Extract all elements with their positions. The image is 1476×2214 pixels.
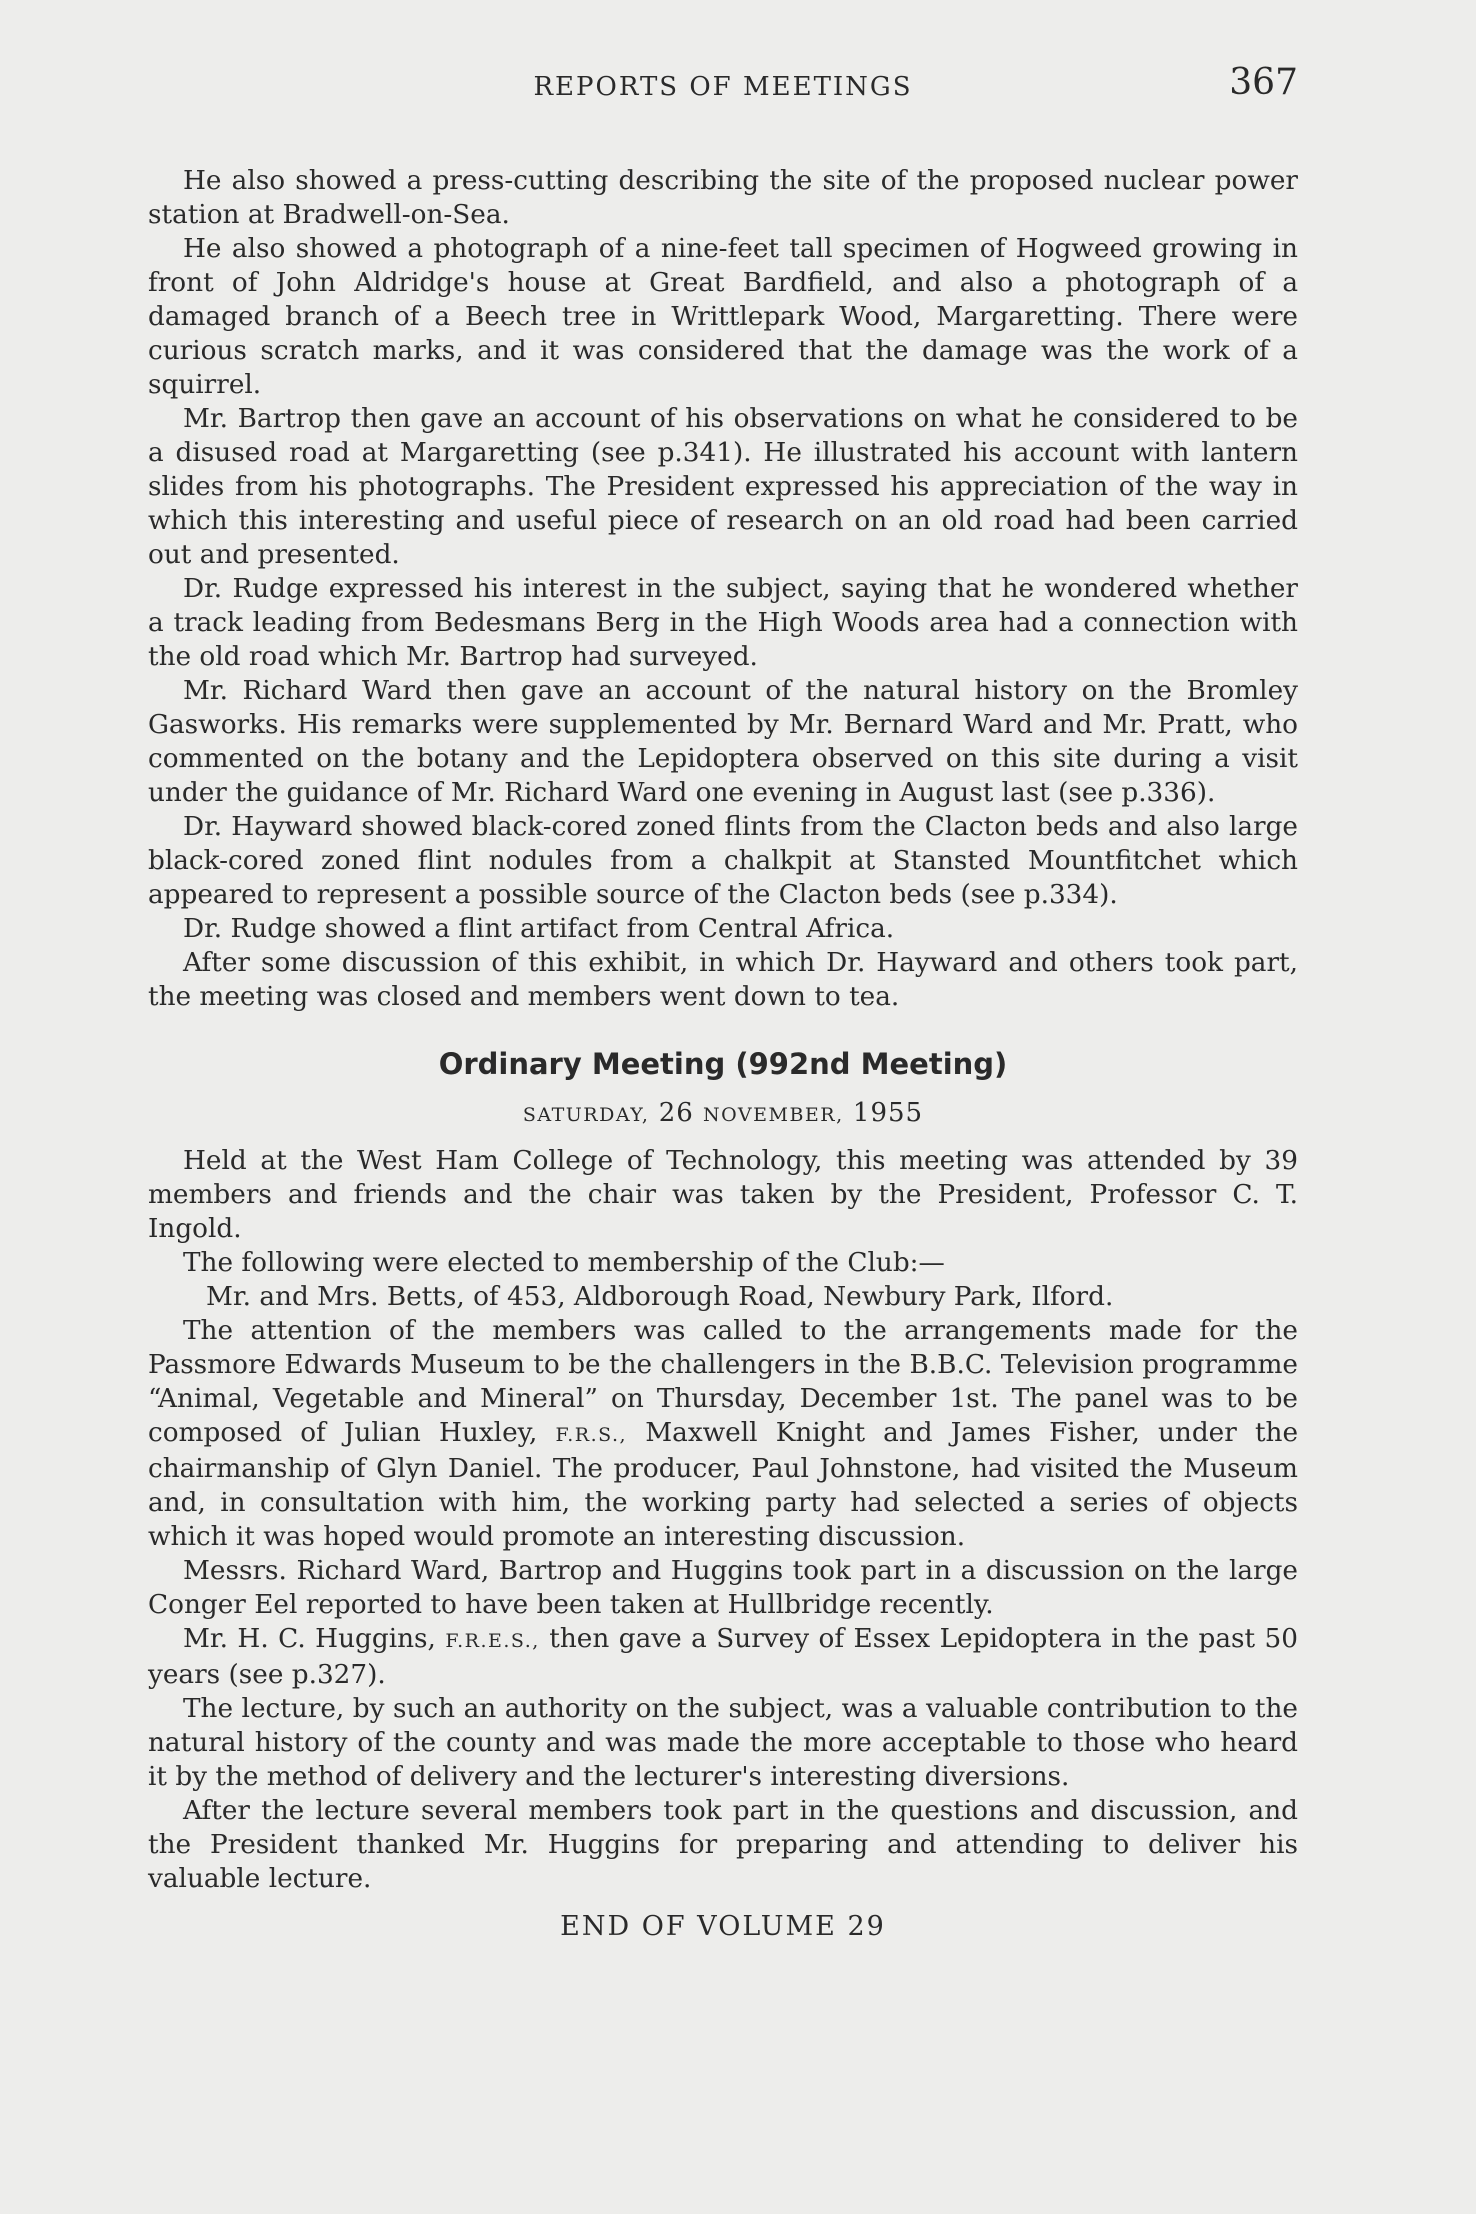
paragraph: The lecture, by such an authority on the subject, was a valuable contribution to the natural history of the county and was made the more acceptable to those who heard it by the method of delivery and the lecturer's interesting diversions. <box>148 1694 1298 1792</box>
paragraph: Mr. Bartrop then gave an account of his observations on what he considered to be a disused road at Margaretting (see p.341). He illustrated his account with lantern slides from his photographs. The President expressed his appreciation of the way in which this interesting and useful piece of research on an old road had been carried out and presented. <box>148 404 1298 570</box>
paragraph: The following were elected to membership of the Club:— <box>183 1248 945 1278</box>
paragraph: Dr. Rudge expressed his interest in the subject, saying that he wondered whether a track leading from Bedesmans Berg in the High Woods area had a connection with the old road which Mr. Bartrop had surveyed. <box>148 574 1298 672</box>
fres-abbreviation: F.R.E.S., <box>445 1630 540 1652</box>
paragraph: After some discussion of this exhibit, in which Dr. Hayward and others took part, the meeting was closed and members went down to tea. <box>148 948 1298 1012</box>
paragraph: He also showed a press-cutting describing the site of the proposed nuclear power station at Bradwell-on-Sea. <box>148 166 1298 230</box>
paragraph: Held at the West Ham College of Technology, this meeting was attended by 39 members and friends and the chair was taken by the President, Professor C. T. Ingold. <box>148 1146 1298 1244</box>
paragraph: Dr. Hayward showed black-cored zoned flints from the Clacton beds and also large black-cored zoned flint nodules from a chalkpit at Stansted Mountfitchet which appeared to represent a possible source of the Clacton beds (see p.334). <box>148 812 1298 910</box>
paragraph-text: The attention of the members was called to the arrangements made for the Passmore Edwards Museum to be the challengers in the B.B.C. Television programme “Animal, Vegetable and Mineral” on Thursday, December 1st. The panel was to be composed of Julian Huxley, <box>148 1316 1298 1448</box>
paragraph: After the lecture several members took part in the questions and discussion, and the President thanked Mr. Huggins for preparing and attending to deliver his valuable lecture. <box>148 1796 1298 1894</box>
paragraph <box>148 1314 1298 1554</box>
end-of-volume: END OF VOLUME 29 <box>560 1911 886 1942</box>
paragraph <box>148 1622 1298 1692</box>
paragraph: He also showed a photograph of a nine-feet tall specimen of Hogweed growing in front of John Aldridge's house at Great Bardfield, and also a photograph of a damaged branch of a Beech tree in Writtlepark Wood, Margaretting. There were curious scratch marks, and it was considered that the damage was the work of a squirrel. <box>148 234 1298 400</box>
running-head: REPORTS OF MEETINGS <box>533 72 913 102</box>
meeting-date <box>148 1096 1298 1132</box>
page-number: 367 <box>1229 62 1298 103</box>
frs-abbreviation: F.R.S., <box>555 1424 628 1446</box>
meeting-month: NOVEMBER, <box>703 1104 844 1126</box>
meeting-year: 1955 <box>852 1098 924 1128</box>
page-body <box>148 164 1298 1944</box>
paragraph: Dr. Rudge showed a flint artifact from Central Africa. <box>183 914 895 944</box>
paragraph: Messrs. Richard Ward, Bartrop and Huggins took part in a discussion on the large Conger Eel reported to have been taken at Hullbridge recently. <box>148 1556 1298 1620</box>
paragraph-text: Mr. H. C. Huggins, <box>183 1624 436 1654</box>
new-member-entry: Mr. and Mrs. Betts, of 453, Aldborough Road, Newbury Park, Ilford. <box>206 1282 1114 1312</box>
paragraph: Mr. Richard Ward then gave an account of the natural history on the Bromley Gasworks. His remarks were supplemented by Mr. Bernard Ward and Mr. Pratt, who commented on the botany and the Lepidoptera observed on this site during a visit under the guidance of Mr. Richard Ward one evening in August last (see p.336). <box>148 676 1298 808</box>
meeting-date-number: 26 <box>658 1098 694 1128</box>
meeting-day: SATURDAY, <box>522 1104 650 1126</box>
paragraph-text: then gave a Survey of Essex Lepidoptera in the past 50 years (see p.327). <box>148 1624 1299 1690</box>
paragraph-text: Maxwell Knight and James Fisher, under the chairmanship of Glyn Daniel. The producer, Paul Johnstone, had visited the Museum and, in consultation with him, the working party had selected a series of objects which it was hoped would promote an interesting discussion. <box>148 1418 1299 1552</box>
page-header <box>148 62 1298 112</box>
meeting-heading: Ordinary Meeting (992nd Meeting) <box>438 1047 1008 1081</box>
